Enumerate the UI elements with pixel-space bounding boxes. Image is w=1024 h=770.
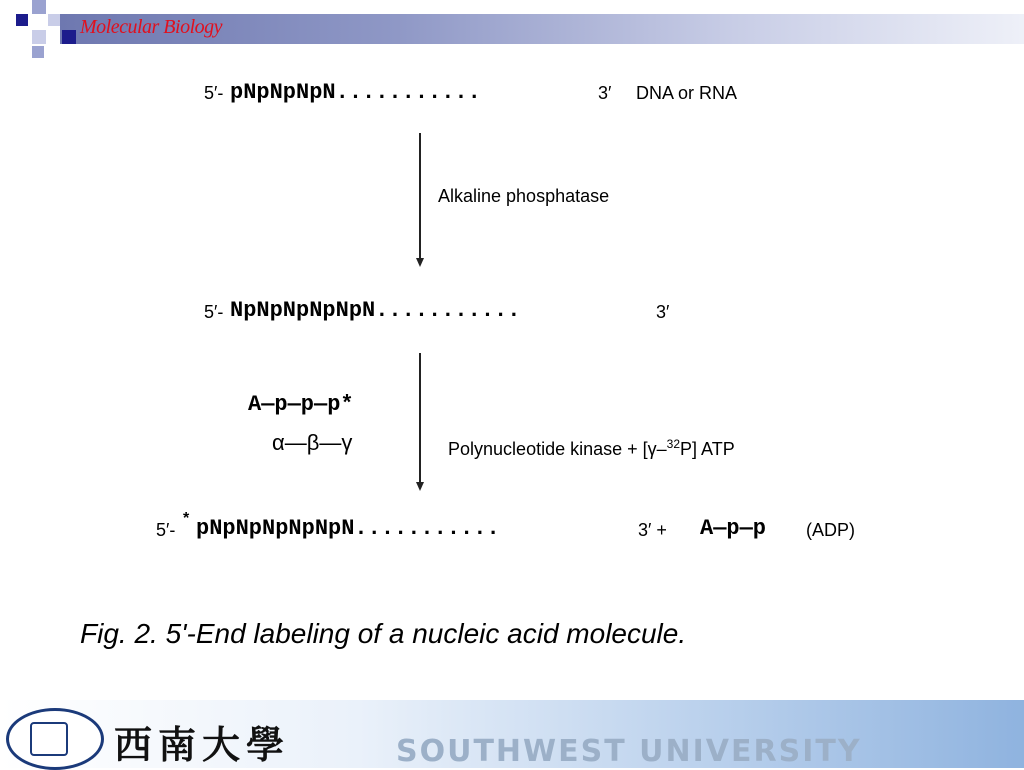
line3-star: * [183, 510, 190, 527]
arrow-1-shaft [419, 133, 421, 259]
header-title: Molecular Biology [80, 16, 223, 38]
university-name-english: SOUTHWEST UNIVERSITY [396, 734, 862, 769]
header-square-dark [16, 14, 28, 26]
line2-suffix: 3′ [656, 302, 670, 322]
step2-isotope: 32 [666, 437, 681, 451]
header-square-light [32, 0, 46, 14]
figure-caption: Fig. 2. 5'-End labeling of a nucleic acid molecule. [80, 618, 687, 649]
line3-adp-label: (ADP) [806, 520, 855, 540]
line3-prefix: 5′- [156, 520, 176, 540]
line1-sequence: pNpNpNpN........... [230, 80, 481, 105]
line3-suffix: 3′ + [638, 520, 667, 540]
university-name-chinese: 西南大學 [114, 722, 291, 767]
header-square-dark [62, 30, 76, 44]
step1-label: Alkaline phosphatase [438, 186, 610, 206]
line3-adp: A—p—p [700, 516, 767, 541]
step2-label-post: P] ATP [680, 439, 735, 459]
line2-sequence: NpNpNpNpNpN........... [230, 298, 521, 323]
line1-label: DNA or RNA [636, 83, 738, 103]
line1-prefix: 5′- [204, 83, 224, 103]
step2-label-pre: Polynucleotide kinase + [γ– [448, 439, 667, 459]
header-square-light [32, 46, 44, 58]
seal-building-icon [30, 722, 68, 756]
arrow-1-head [416, 258, 424, 267]
arrow-2-head [416, 482, 424, 491]
step2-label [438, 416, 735, 460]
line1-suffix: 3′ [598, 83, 612, 103]
line2-prefix: 5′- [204, 302, 224, 322]
header-square-light [32, 30, 46, 44]
atp-greek-labels: α—β—γ [272, 430, 353, 455]
line3-sequence: pNpNpNpNpNpN........... [196, 516, 500, 541]
arrow-2-shaft [419, 353, 421, 483]
header-square-light [48, 14, 60, 26]
atp-formula: A—p—p—p* [248, 392, 354, 417]
